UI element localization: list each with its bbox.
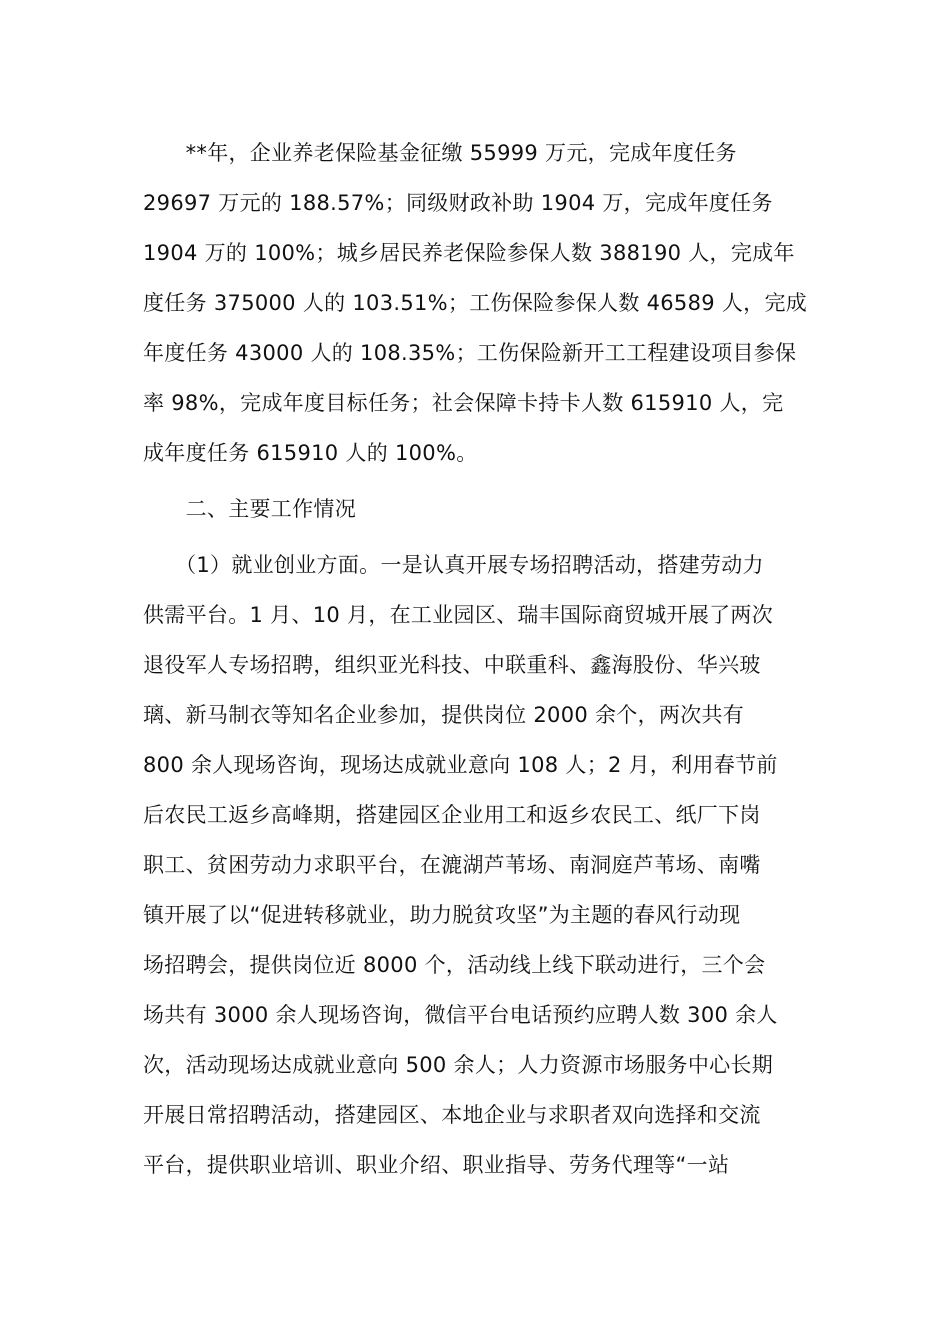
text-line: 开展日常招聘活动，搭建园区、本地企业与求职者双向选择和交流 xyxy=(143,1103,761,1127)
section-heading xyxy=(143,484,813,534)
text-line: 800 余人现场咨询，现场达成就业意向 108 人；2 月，利用春节前 xyxy=(143,753,778,777)
text-line: 场招聘会，提供岗位近 8000 个，活动线上线下联动进行，三个会 xyxy=(143,953,766,977)
text-line: 场共有 3000 余人现场咨询，微信平台电话预约应聘人数 300 余人 xyxy=(143,1003,778,1027)
text-line: 29697 万元的 188.57%；同级财政补助 1904 万，完成年度任务 xyxy=(143,191,773,215)
text-line: 度任务 375000 人的 103.51%；工伤保险参保人数 46589 人，完成 xyxy=(143,291,808,315)
paragraph-summary xyxy=(143,128,813,478)
text-line: 供需平台。1 月、10 月，在工业园区、瑞丰国际商贸城开展了两次 xyxy=(143,603,774,627)
paragraph-employment xyxy=(143,540,813,1190)
text-line: 职工、贫困劳动力求职平台，在漉湖芦苇场、南洞庭芦苇场、南嘴 xyxy=(143,853,761,877)
document-body xyxy=(143,128,813,1190)
text-line: 后农民工返乡高峰期，搭建园区企业用工和返乡农民工、纸厂下岗 xyxy=(143,803,761,827)
text-line: 年度任务 43000 人的 108.35%；工伤保险新开工工程建设项目参保 xyxy=(143,341,797,365)
text-line: 璃、新马制衣等知名企业参加，提供岗位 2000 余个，两次共有 xyxy=(143,703,745,727)
text-line: 退役军人专场招聘，组织亚光科技、中联重科、鑫海股份、华兴玻 xyxy=(143,653,761,677)
text-line: 次，活动现场达成就业意向 500 余人；人力资源市场服务中心长期 xyxy=(143,1053,774,1077)
text-line: 率 98%，完成年度目标任务；社会保障卡持卡人数 615910 人，完 xyxy=(143,391,784,415)
text-line: **年，企业养老保险基金征缴 55999 万元，完成年度任务 xyxy=(143,141,737,165)
text-line: 镇开展了以“促进转移就业，助力脱贫攻坚”为主题的春风行动现 xyxy=(143,903,741,927)
text-line: 1904 万的 100%；城乡居民养老保险参保人数 388190 人，完成年 xyxy=(143,241,795,265)
heading-line: 二、主要工作情况 xyxy=(143,497,356,521)
text-line: 成年度任务 615910 人的 100%。 xyxy=(143,441,478,465)
text-line: （1）就业创业方面。一是认真开展专场招聘活动，搭建劳动力 xyxy=(143,553,764,577)
text-line: 平台，提供职业培训、职业介绍、职业指导、劳务代理等“一站 xyxy=(143,1153,730,1177)
